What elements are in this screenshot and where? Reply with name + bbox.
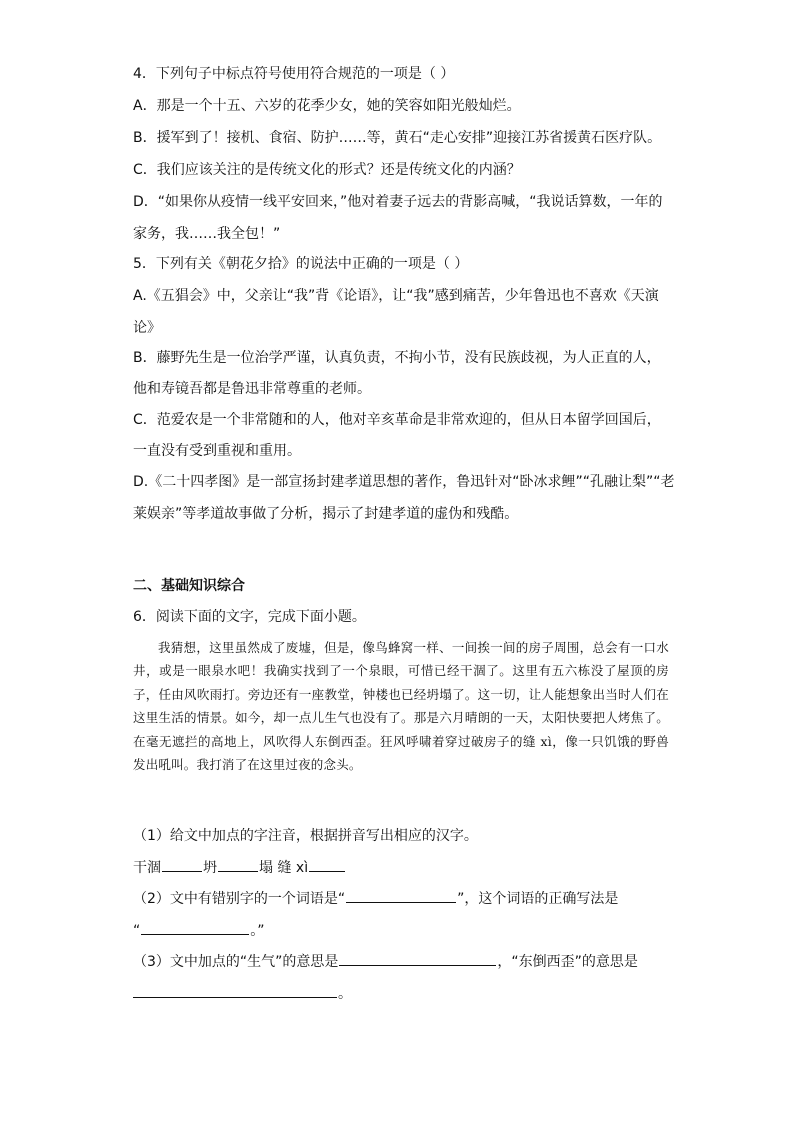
q5-option-b-line2: 他和寿镜吾都是鲁迅非常尊重的老师。 (133, 381, 371, 397)
q4-stem: 4．下列句子中标点符号使用符合规范的一项是（ ） (133, 66, 455, 82)
q5-option-a-line2: 论》 (133, 320, 161, 336)
q6-sub1-prompt: （1）给文中加点的字注音，根据拼音写出相应的汉字。 (133, 828, 478, 844)
word-gan-he: 干涸 (133, 860, 161, 876)
q6-sub3-line1 (133, 951, 638, 972)
q4-option-c: C．我们应该关注的是传统文化的形式？还是传统文化的内涵？ (133, 162, 521, 178)
q5-option-c-line2: 一直没有受到重视和重用。 (133, 443, 301, 459)
word-ta: 塌 (259, 860, 273, 876)
q6-sub3-text-a: （3）文中加点的“生气”的意思是 (133, 954, 339, 970)
q6-sub1-items (133, 857, 346, 878)
q5-option-a-line1: A.《五猖会》中，父亲让“我”背《论语》，让“我”感到痛苦，少年鲁迅也不喜欢《天演 (133, 288, 659, 304)
q6-sub2-line1 (133, 888, 618, 909)
q5-option-d-line2: 莱娱亲”等孝道故事做了分析，揭示了封建孝道的虚伪和残酷。 (133, 506, 519, 522)
answer-blank[interactable] (339, 951, 496, 966)
answer-blank[interactable] (218, 857, 258, 872)
answer-blank[interactable] (309, 857, 345, 872)
passage-text: 我猜想，这里虽然成了废墟，但是，像鸟蜂窝一样、一间挨一间的房子周围，总会有一口水井，或是一眼泉水吧！我确实找到了一个泉眼，可惜已经干涸了。这里有五六栋没了屋顶的房子，任由风吹雨打。旁边还有一座教堂，钟楼也已经坍塌了。这一切，让人能想象出当时人们在这里生活的情景。如今，却一点儿生气也没有了。那是六月晴朗的一天，太阳快要把人烤焦了。在毫无遮拦的高地上，风吹得人东倒西歪。狂风呼啸着穿过破房子的缝 xì，像一只饥饿的野兽发出吼叫。我打消了在这里过夜的念头。 (133, 640, 669, 773)
answer-blank[interactable] (162, 857, 202, 872)
answer-blank[interactable] (141, 920, 249, 935)
reading-passage (133, 636, 669, 776)
q4-option-d-line2: 家务，我……我全包！” (133, 226, 281, 242)
answer-blank[interactable] (346, 888, 456, 903)
word-tan: 坍 (203, 860, 217, 876)
q5-stem: 5．下列有关《朝花夕拾》的说法中正确的一项是（ ） (133, 256, 469, 272)
q6-sub2-text-c: “ (133, 923, 141, 939)
q6-stem: 6．阅读下面的文字，完成下面小题。 (133, 609, 366, 625)
word-feng-xi: 缝 xì (277, 860, 309, 876)
q4-option-a: A．那是一个十五、六岁的花季少女，她的笑容如阳光般灿烂。 (133, 98, 521, 114)
q4-option-b: B．援军到了！接机、食宿、防护……等，黄石“走心安排”迎接江苏省援黄石医疗队。 (133, 130, 662, 146)
q6-sub2-text-d: 。” (250, 923, 265, 939)
q4-option-d-line1: D．“如果你从疫情一线平安回来，”他对着妻子远去的背影高喊，“我说话算数，一年的 (133, 194, 663, 210)
q5-option-d-line1: D.《二十四孝图》是一部宣扬封建孝道思想的著作，鲁迅针对“卧冰求鲤”“孔融让梨”“老 (133, 474, 675, 490)
q6-sub3-text-c: 。 (338, 986, 352, 1002)
q6-sub2-text-b: ”，这个词语的正确写法是 (457, 891, 619, 907)
q6-sub3-line2 (133, 983, 352, 1004)
q6-sub2-text-a: （2）文中有错别字的一个词语是“ (133, 891, 346, 907)
section-heading: 二、基础知识综合 (133, 578, 245, 594)
q6-sub2-line2 (133, 920, 265, 941)
q5-option-c-line1: C．范爱农是一个非常随和的人，他对辛亥革命是非常欢迎的，但从日本留学回国后， (133, 412, 661, 428)
answer-blank[interactable] (133, 983, 337, 998)
q5-option-b-line1: B．藤野先生是一位治学严谨，认真负责，不拘小节，没有民族歧视，为人正直的人， (133, 350, 661, 366)
q6-sub3-text-b: ，“东倒西歪”的意思是 (497, 954, 638, 970)
